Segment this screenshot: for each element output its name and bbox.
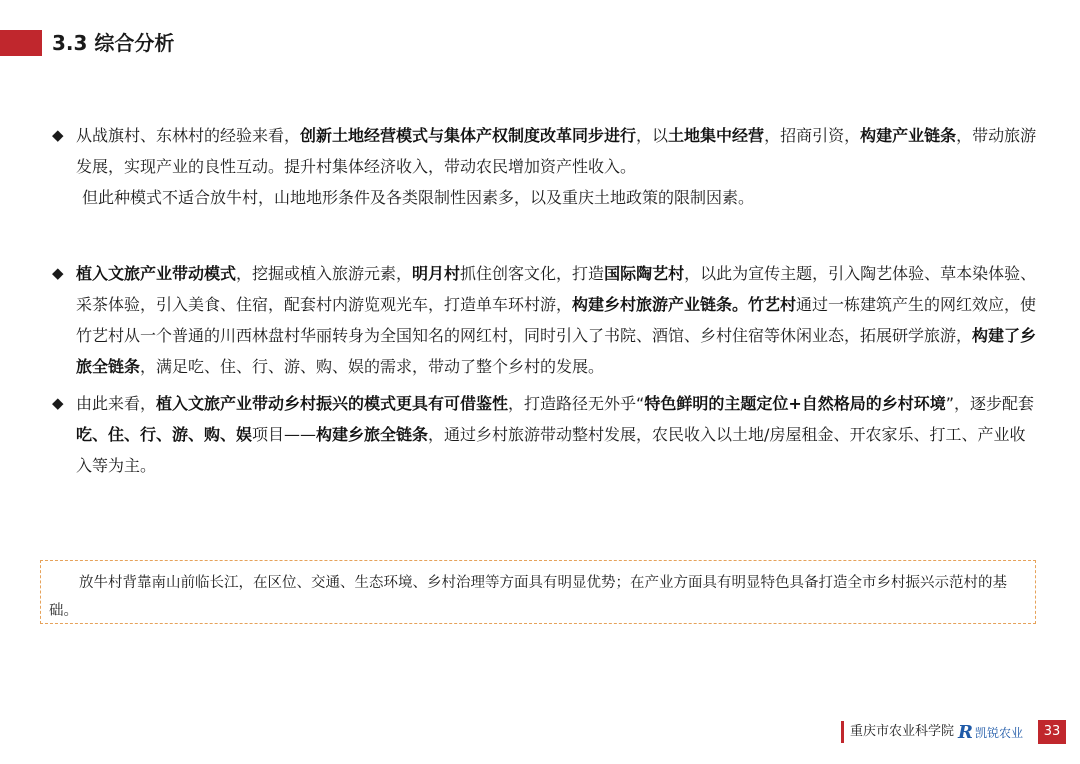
bold-phrase: 土地集中经营 [668, 126, 765, 145]
logo-text: 凯锐农业 [974, 725, 1023, 740]
text-run: ，以此为宣传主题，引入陶艺体验、草本染体验、采茶体验，引入美食、住宿，配套村内游览观光车，打造单车环村游， [76, 264, 1037, 314]
text-run: 抓住创客文化，打造 [460, 264, 605, 283]
section-2 [52, 258, 1037, 481]
paragraph-text [76, 394, 1034, 475]
logo-mark-icon: R [958, 721, 973, 743]
bold-phrase: 构建产业链条 [860, 126, 957, 145]
page-number: 33 [1038, 720, 1066, 744]
bold-phrase: 明月村 [412, 264, 461, 283]
text-run: ，以 [636, 126, 669, 145]
bold-phrase: 构建乡村旅游产业链条。竹艺村 [572, 295, 797, 314]
footer-organization: 重庆市农业科学院 [850, 724, 955, 739]
bold-phrase: 国际陶艺村 [604, 264, 685, 283]
footer-accent-bar [841, 721, 844, 743]
text-run: 从战旗村、东林村的经验来看， [76, 126, 301, 145]
paragraph-text [76, 264, 1036, 376]
bold-phrase: 吃、住、行、游、购、娱 [76, 425, 253, 444]
text-run: 通过一栋建筑产生的网红效应，使竹艺村从一个普通的川西林盘村华丽转身为全国知名的网红村，同时引入了书院、酒馆、乡村住宿等休闲业态，拓展研学旅游， [76, 295, 1037, 345]
text-run: ，通过乡村旅游带动整村发展，农民收入以土地/房屋租金、开农家乐、打工、产业收入等为主。 [76, 425, 1026, 475]
bold-phrase: 构建了乡旅全链条 [76, 326, 1037, 376]
diamond-bullet-icon: ◆ [52, 126, 64, 144]
section-header [0, 30, 1080, 56]
diamond-bullet-icon: ◆ [52, 264, 64, 282]
text-run: ，挖掘或植入旅游元素， [236, 264, 413, 283]
bold-phrase: 植入文旅产业带动模式 [76, 264, 237, 283]
summary-text: 放牛村背靠南山前临长江，在区位、交通、生态环境、乡村治理等方面具有明显优势；在产业方面具有明显特色具备打造全市乡村振兴示范村的基础。 [49, 575, 1007, 619]
text-run: ，招商引资， [764, 126, 861, 145]
text-run: ”，逐步配套 [945, 394, 1035, 413]
bold-phrase: 构建乡旅全链条 [316, 425, 429, 444]
page-title: 3.3 综合分析 [52, 31, 175, 55]
summary-box [40, 560, 1036, 624]
company-logo [958, 721, 1023, 743]
paragraph-conclusion [52, 388, 1037, 481]
bold-phrase: 创新土地经营模式与集体产权制度改革同步进行 [300, 126, 637, 145]
bold-phrase: 植入文旅产业带动乡村振兴的模式更具有可借鉴性 [156, 394, 509, 413]
paragraph-strategy [52, 120, 1037, 182]
bold-phrase: 特色鲜明的主题定位+自然格局的乡村环境 [644, 394, 946, 413]
text-run: 项目—— [252, 425, 317, 444]
text-run: ，满足吃、住、行、游、购、娱的需求，带动了整个乡村的发展。 [140, 357, 605, 376]
paragraph-text [76, 126, 1036, 176]
title-accent-bar [0, 30, 42, 56]
text-run: ，打造路径无外乎“ [508, 394, 645, 413]
section-1 [52, 120, 1037, 213]
text-run: ，带动旅游发展，实现产业的良性互动。提升村集体经济收入，带动农民增加资产性收入。 [76, 126, 1037, 176]
paragraph-model [52, 258, 1037, 382]
text-run: 由此来看， [76, 394, 157, 413]
paragraph-limitation: 但此种模式不适合放牛村，山地地形条件及各类限制性因素多，以及重庆土地政策的限制因素。 [82, 188, 755, 207]
diamond-bullet-icon: ◆ [52, 394, 64, 412]
